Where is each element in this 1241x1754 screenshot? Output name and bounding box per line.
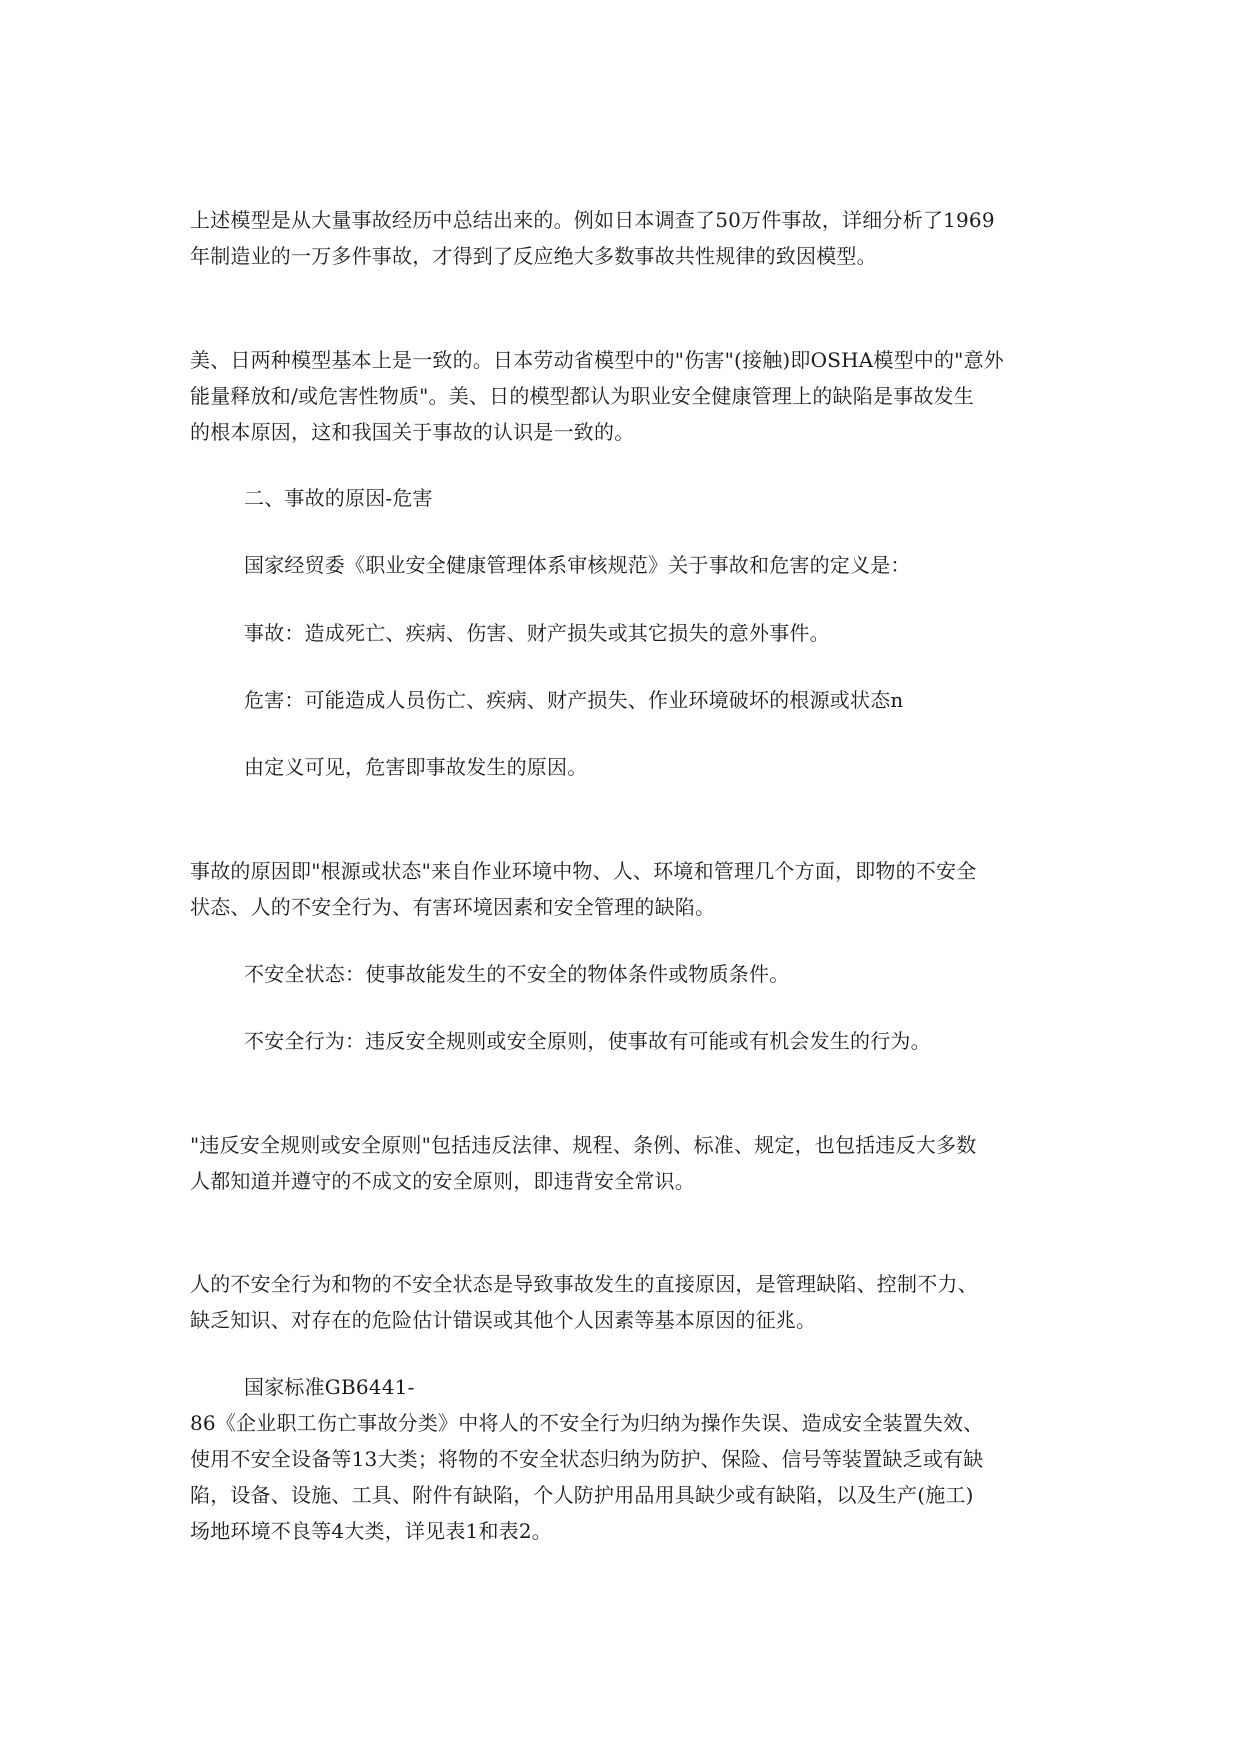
paragraph-line: 美、日两种模型基本上是一致的。日本劳动省模型中的"伤害"(接触)即OSHA模型中的"意外 <box>190 348 1004 372</box>
paragraph-line: 国家经贸委《职业安全健康管理体系审核规范》关于事故和危害的定义是： <box>244 553 911 577</box>
paragraph-line: 由定义可见，危害即事故发生的原因。 <box>244 755 588 779</box>
paragraph-line: 状态、人的不安全行为、有害环境因素和安全管理的缺陷。 <box>190 895 716 919</box>
paragraph-line: 年制造业的一万多件事故，才得到了反应绝大多数事故共性规律的致因模型。 <box>190 244 877 268</box>
paragraph-line: 的根本原因，这和我国关于事故的认识是一致的。 <box>190 420 635 444</box>
paragraph-line: 上述模型是从大量事故经历中总结出来的。例如日本调查了50万件事故，详细分析了1969 <box>190 208 995 232</box>
paragraph-line: 86《企业职工伤亡事故分类》中将人的不安全行为归纳为操作失误、造成安全装置失效、 <box>190 1411 984 1435</box>
paragraph-line: 人都知道并遵守的不成文的安全原则，即违背安全常识。 <box>190 1169 695 1193</box>
paragraph-line: 国家标准GB6441- <box>244 1375 415 1399</box>
paragraph-line: 人的不安全行为和物的不安全状态是导致事故发生的直接原因，是管理缺陷、控制不力、 <box>190 1272 978 1296</box>
definition-unsafe-state: 不安全状态：使事故能发生的不安全的物体条件或物质条件。 <box>244 962 790 986</box>
paragraph-line: 事故的原因即"根源或状态"来自作业环境中物、人、环境和管理几个方面，即物的不安全 <box>190 859 977 883</box>
paragraph-line: 缺乏知识、对存在的危险估计错误或其他个人因素等基本原因的征兆。 <box>190 1308 817 1332</box>
paragraph-line: 场地环境不良等4大类，详见表1和表2。 <box>190 1519 552 1543</box>
definition-unsafe-act: 不安全行为：违反安全规则或安全原则，使事故有可能或有机会发生的行为。 <box>244 1029 931 1053</box>
paragraph-line: 陷，设备、设施、工具、附件有缺陷，个人防护用品用具缺少或有缺陷，以及生产(施工) <box>190 1483 974 1507</box>
section-heading: 二、事故的原因-危害 <box>244 486 433 510</box>
paragraph-line: "违反安全规则或安全原则"包括违反法律、规程、条例、标准、规定，也包括违反大多数 <box>190 1133 977 1157</box>
paragraph-line: 使用不安全设备等13大类；将物的不安全状态归纳为防护、保险、信号等装置缺乏或有缺 <box>190 1447 984 1471</box>
definition-hazard: 危害：可能造成人员伤亡、疾病、财产损失、作业环境破坏的根源或状态n <box>244 688 904 712</box>
paragraph-line: 能量释放和/或危害性物质"。美、日的模型都认为职业安全健康管理上的缺陷是事故发生 <box>190 384 974 408</box>
definition-accident: 事故：造成死亡、疾病、伤害、财产损失或其它损失的意外事件。 <box>244 621 830 645</box>
